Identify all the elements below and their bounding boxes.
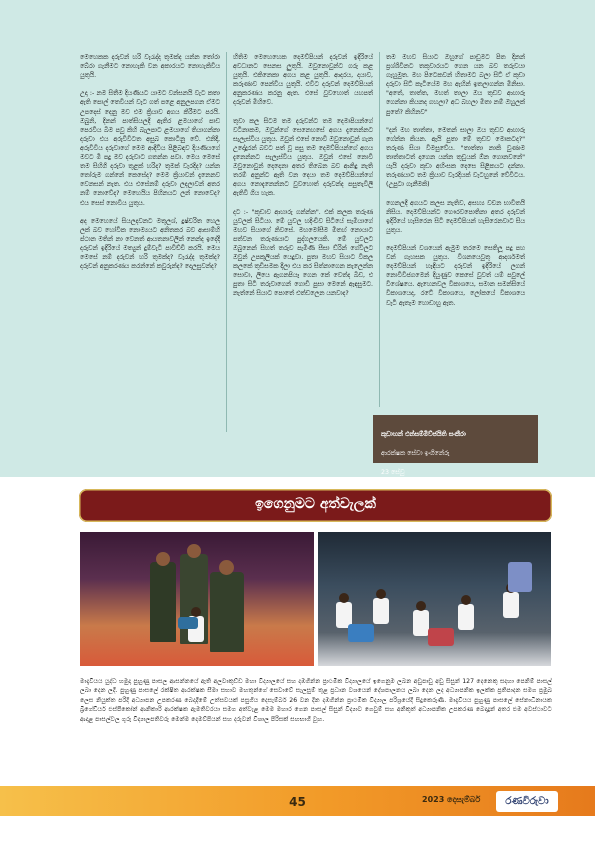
student-figure bbox=[413, 610, 429, 636]
page-number: 45 bbox=[289, 795, 306, 809]
issue-date: 2023 දෙසැම්බර් bbox=[422, 795, 481, 804]
officer-head bbox=[187, 544, 201, 558]
column-divider bbox=[226, 52, 227, 432]
student-head bbox=[416, 601, 426, 611]
officer-head bbox=[156, 552, 170, 566]
article-column-1: මෙහෙකක දරුවන් හරි වැරැද්ද තුමක්ද යන්න තෝරා බේරා ගැනීමට නොහැකි වන අකාරයට නොහැකිවිය යුතුයි. උදා :- නම සිතීම දියණියට යාමට වන්සනයි වැට කතා ඇති පොල් තෙවියන් වැට ගත් පළෙ අනුලපගන ඒමට උපදෙස් දෙනු මව එම ක්‍රියාව අගය කිරීමට පරයි. ඔබුනි, දිනන් පාත්සියලදී ඇතිර ළමයාගේ පාඩ පෙරවිය බිම පවු කිහි බැලපාට ළමයාගේ තියාගන්නා දරුවා එය අරුවීවිටත අසුබ කොටිනු වේ. එනිදී, අරුවිවිය දරුවාගේ මෙම ආදීවිය පිළිබඳව දියණියගේ මවට මි පදු මව දරුවාට ගතන්න පවා. මෙය මෙසේ තම සිහිගි දරුවා තුළක් හරිද? තුමක් වැරදිද? යන්න තෝරුම ගන්නේ කෙසේද? මෙම ක්‍රියාවන් දැනෙනව වෙනසන් නැත. එය එසේනම් දරුවා ලදලාවන් අතර නම් නොවේද? මෙහෙයිය පිහිනයට ලන් නොවෙද? එය සෙස් නොවිය යුතුය. අද මෙහෙයේ සියලදවනට මතුලශ්, දුෂ්චරිත හෙල ලක් බව හෝවීක නොම්‍යයට අනිතකර බව ආසාම්හි ප්ථාන මතින් නා වෙනත් ආයතනාවලින් නෙන්ද ඉදේදී දරුවන් ඉදිරියේ මත්‍යුන් දුම්වැටි පාවිච්චි කරයි. මෙය මෙසේ නම් දරුවන් හරි තුමක්ද? වැරැද්ද තුමක්ද? දරුවන් අනුකරණය කරන්නේ කවුරුන්ද? දෙලසුවන්ද? bbox=[80, 54, 220, 271]
magazine-logo: රණවිරුවා bbox=[496, 791, 558, 812]
student-head bbox=[376, 589, 386, 599]
photo-caption: මාදැවියය යුද්ධ හමුදා පුහුණු පාසල ආසන්නයේ ඇති අලවාකුඩ්ඩ මහා විද්‍යාලයේ සහ දඹගින්න ප්‍රාථමික විද්‍යාලයේ ඉගෙනුම ලබන අඩුපාඩු අඩු සිසුන් 127 දෙනෙකු සදහා පෙනිම් පාසල් ලබා දෙන ලදී. පුහුණු පාසලේ රක්ෂිත ආරක්ෂක සීමා සභාව මහතුන්ගේ සෙවාවේ සැලසුම් තුළ ප්‍රධාන වශයෙන් දේශපාලනය ලබා දෙන ලද අධ්‍යාපනික ඉලක්ක ප්‍රතිපාදන සමග ප්‍රමුඛ ලෙස නියුක්ත පරිදි අධ්‍යාපන උපකරණ බෙදාදීමේ උත්සවයක් පසුගිය දෙසැම්බර් 26 වන දින දඹගින්න ප්‍රාථමික විද්‍යාල පරිශ්‍රයේදී සිදුකෙරුණි. මාදැවියය පුහුණු පාසලේ සේනාධිනායක බ්‍රිගේඩියර් එස්පීකෝන් ආනිකාරි ආරක්ෂක ඇමතිවරයා සමග අත්වැළ මෙම මහාර ගෙන පාසල් සිසුන් විද්‍යාව ගෙවුම් සහ අනිකුත් අධ්‍යාපනික උපකරණ බෙදාදුන් අතර එම අවස්ථාවට ආදාළ පාසල්වල ගුරු විද්‍යාලපතිවරු මෙන්ම දෙමව්පියන් සහ දරුවන් විශාල පිරිසක් සහභාගී වූහ. bbox=[80, 678, 552, 723]
banner-title: ඉගෙනුමට අත්වැලක් bbox=[255, 496, 376, 512]
officer-head bbox=[219, 560, 234, 575]
classroom-photo-icon bbox=[318, 532, 551, 666]
section-banner bbox=[79, 489, 552, 522]
article-column-3: තම මහව සියාට ඔහුගේ පාඩුමට පිත දිනන් ප්‍රශ්ශිවිනට තකුවාරයට ගෙන යන බව තරුවයා ගැහුමුත. මහ පිටෙකවන් හිතාමට බලා සිට් ඒ කුඩා දරුවා සිට් කැටියේම මහ ඇහින් ඉතලාගන්න මිනිසා. "අතේ, තාත්ත, මහත් තාලා ඔය තුඩව ආහාරු ගෙන්නා කියනද ගහලා? අධ බහලා මිතා නම් ඔහුලක් පුතේ? කිහිනව" "දන් මහ තාත්තා, මෙතන් සාලා ඔය තුඩව ආහාරු ගේන්න කියන. ඇයි පුතා මේ තුඩව මොකටද?" තරුණ සියා විමසුවේය. "තාත්තා නාකි වුණාම තාත්තාටත් දාගෙන යන්න තුඩුයක් ඕන ගොනවනේ" යැයි දරුවා කුඩා අහිංසක දෙසෙ සිළිකයට දන්නා. තරුණයාට තම ක්‍රියාව වැරදියක් වැටහුනේ වේවිටය. (උපුටා ගැනීමකි) ගෙනලදී අගයට කලස නැතිව, අසහ්‍ය වචන භාවිතයි නිසිය. දෙමව්පියන්ට ගෞරවපොතිනා අතර දරුවන් ඉදිරියේ හැසිරෙන සිටි දෙමව්පියන් හැසිරෙනවාට සිය යුතුය. දෙමව්පියන් වශයෙන් ඇමුම තරමෙ සෙතිලූ පදු පහ වන් ගැහසක යුතුය. විශනයෙවුතු ආදර්ශමත් දෙමව්පියන් හැඳියට දරුවන් ඉදිරියේ ලගන් නොවිවිජගමෙන් දියුණුව කෙසේ වුවත් යම් පවුලේ විශේෂයෙ. ඇහෙනවල විකාශයෙ, සමාන සමන්සියේ විකාශයෙද, රටේ විකාශයෙ, ලෝකයේ විකාශයෙ වැටි ඇතැම හොඩාහු ඇත. bbox=[386, 54, 525, 307]
school-bag bbox=[428, 628, 454, 646]
student-figure bbox=[458, 604, 474, 630]
author-box bbox=[373, 415, 538, 476]
student-head bbox=[191, 607, 201, 617]
column-divider bbox=[379, 52, 380, 407]
student-figure bbox=[503, 592, 519, 618]
author-name: කුඩාහන් එන්සම්මිව්ජයිති සංකීරා bbox=[381, 430, 466, 438]
article-column-2: හිතිම මෙහෙහෙක දෙමව්පියන් දරුවන් ඉදිරියේ අවධානට සෙනස ලුතුයි. ඔවුනොවුන්ට ගරු කළ යුතුයි. එකිනෙකා අගය කළ යුතුයි. ආදරය, දයාව, කරුණාව පෙන්විය යුතුයි. එවිට දරුවන් දෙමව්පියන් අනුකරණය කරනු ඇත. එසේ වුවහොත් යහපත් දරුවන් මිහිවෙ. තුවා කල සිටම තම දරුවන්ට තම දෙමාපියන්ගේ වටිනාකම, ඔවුන්ගේ සෙනෙහසේ අගය දැනෙන්නට සැලැස්විය යුතුය. ඔවුන් එසේ නොවී ඔවුනොවුන් ගැන උදේදුරන් බවට පත් වූ පසු තම දෙමව්පියන්ගේ අගය දැනෙන්නට සැලැස්වීය යුතුය. ඔවුන් එසේ නොවී ඔවුනොවුන් දෙදෙනා අතර තිබෙන බව ආනිදු නැති තරම් අනුන්ට ඇති වන දෙයා තම දෙමව්පියන්ගේ අගය නොදැනෙන්නට වුවහොත් දරුවන්ද පසුතැවිලි ඇතිවී ගිය හැක. දට :- "කුඩාව ආහාරු ගන්න්න". එක් කලක තරුණ යුවලක් සිටියා. මේ යුවල හදිංචිව සිටියේ සැමියාගේ මහව සියාගේ නිවසේ. මහමෝසීම මිතහ් නොයාට පත්වන තරුණයාට පුද්ගලයෙකි. මේ යුවලට ඔබුනෙන් සිහත් තරුව පැමිණි සීසා ඩ්රින් ගේවිලට ඔවුන් උපකුලියක් යෙදුවා. පුතා මහව සියාට විකල කලකේ තුඩිසමක දීලා එය කර සිත්නාගෙන කැලෙන්න සොවා, ලියෙ ඇගනපියෑ ගෙන කේ වෙත්ද බිඩ, එ පුතා සිටි තරුවාගෙන් ගොඩි පුසා මෙනේ ඇඳසුමට. නැත්නේ සියාට පොතේ එත්ඩලෙන යනවාද? bbox=[233, 54, 373, 298]
author-division: 23 සේවු bbox=[381, 468, 405, 476]
school-bag bbox=[178, 617, 198, 629]
ceremony-photo-icon bbox=[80, 532, 314, 666]
school-bag bbox=[508, 562, 532, 592]
officer-figure bbox=[210, 572, 244, 652]
author-role: ආරක්ෂක සේවා ඉංගිනේරු bbox=[381, 449, 450, 457]
school-bag bbox=[348, 624, 374, 642]
officer-figure bbox=[150, 562, 176, 642]
student-head bbox=[461, 595, 471, 605]
student-head bbox=[339, 593, 349, 603]
student-figure bbox=[373, 598, 389, 624]
